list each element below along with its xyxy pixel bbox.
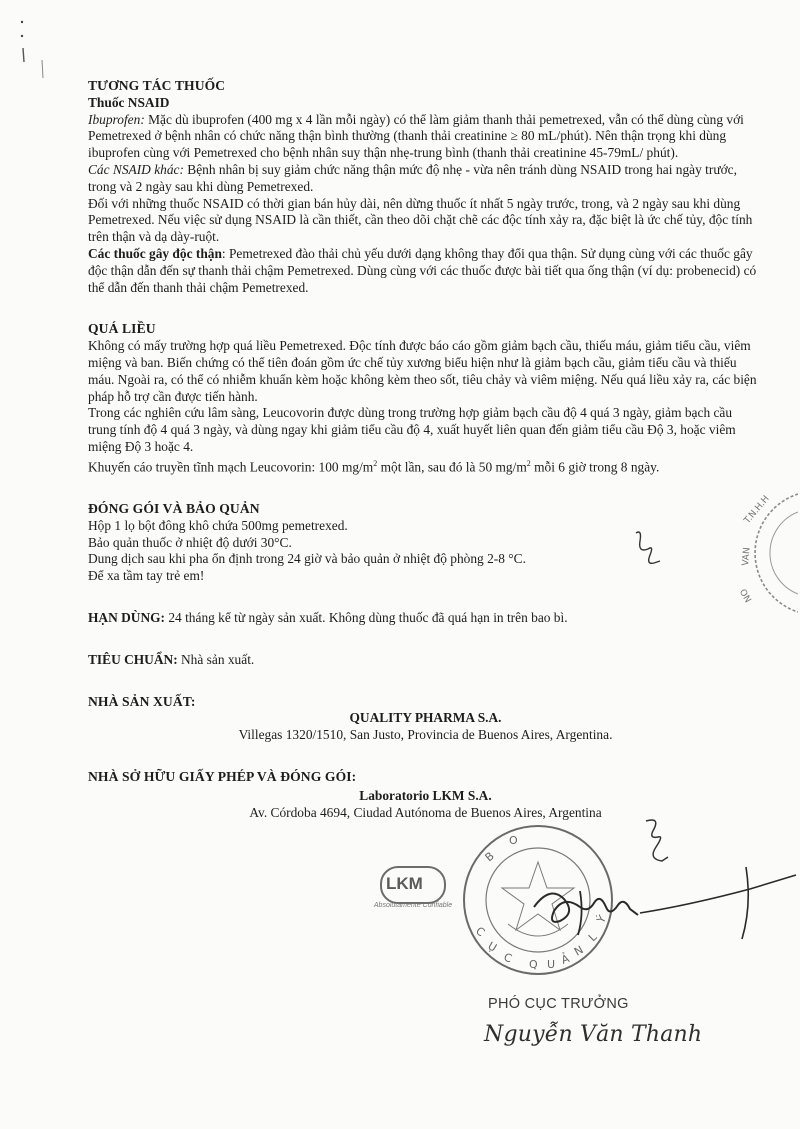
nephrotoxic-text: : Pemetrexed đào thải chủ yếu dưới dạng không thay đổi qua thận. Sử dụng cùng với các thuốc gây độc thận dẫn đến sự thanh thải chậm Pemetrexed. Dùng cùng với các thuốc được bài tiết qua ống thận (ví dụ: probenecid) có thể dẫn đến thanh thải chậm Pemetrexed. — [88, 245, 757, 295]
document-body — [88, 78, 763, 821]
svg-text:L: L — [585, 930, 600, 945]
leucovorin-dose-b: một lần, sau đó là 50 mg/m — [377, 459, 527, 475]
manufacturer-address: Villegas 1320/1510, San Justo, Provincia de Buenos Aires, Argentina. — [238, 727, 613, 743]
other-nsaid-label: Các NSAID khác: — [88, 161, 184, 177]
lkm-logo-slogan: Absolutamente Confiable — [373, 902, 453, 909]
initials-signature-1 — [630, 525, 670, 575]
packaging-line-3: Dung dịch sau khi pha ổn định trong 24 giờ và bảo quản ở nhiệt độ phòng 2-8 °C. — [88, 551, 526, 567]
ibuprofen-text: Mặc dù ibuprofen (400 mg x 4 lần mỗi ngày) có thể làm giảm thanh thải pemetrexed, vẫn có thể dùng cùng với Pemetrexed ở bệnh nhân có chức năng thận bình thường (thanh thải creatinine ≥ 80 mL/phút). Nên thận trọng khi dùng ibuprofen cùng với Pemetrexed cho bệnh nhân suy thận nhẹ-trung bình (thanh thải creatinine 45-79mL/ phút). — [88, 111, 744, 161]
shelf-life-line — [88, 610, 763, 627]
superscript-2a: 2 — [373, 458, 378, 468]
packaging-line-2: Bảo quản thuốc ở nhiệt độ dưới 30°C. — [88, 534, 292, 550]
nephrotoxic-label: Các thuốc gây độc thận — [88, 245, 222, 261]
standard-text: Nhà sản xuất. — [177, 651, 255, 667]
manufacturer-heading: NHÀ SẢN XUẤT: — [88, 693, 196, 709]
lkm-logo — [358, 860, 468, 916]
svg-text:U: U — [547, 958, 556, 971]
long-half-life-paragraph: Đối với những thuốc NSAID có thời gian bán hủy dài, nên dừng thuốc ít nhất 5 ngày trước, trong, và 2 ngày sau khi dùng Pemetrexed. Nếu việc sử dụng NSAID là cần thiết, cần theo dõi chặt chẽ các độc tính xảy ra, đặc biệt là ức chế tủy, độc tính trên thận và dạ dày-ruột. — [88, 195, 753, 245]
svg-text:O: O — [509, 834, 518, 847]
svg-text:VAN: VAN — [741, 546, 753, 567]
interactions-heading: TƯƠNG TÁC THUỐC — [88, 78, 226, 93]
packaging-line-4: Để xa tầm tay trẻ em! — [88, 568, 205, 584]
shelf-life-label: HẠN DÙNG: — [88, 609, 165, 625]
ibuprofen-paragraph — [88, 112, 763, 162]
svg-text:C: C — [473, 924, 488, 940]
other-nsaid-paragraph — [88, 162, 763, 196]
license-holder-address: Av. Córdoba 4694, Ciudad Autónoma de Buenos Aires, Argentina — [249, 804, 602, 820]
overdose-paragraph-1: Không có mấy trường hợp quá liều Pemetrexed. Độc tính được báo cáo gồm giảm bạch cầu, thiếu máu, giảm tiểu cầu, viêm miệng và ban. Biến chứng có thể tiên đoán gồm ức chế tủy xương biểu hiện như là giảm bạch cầu, giảm tiểu cầu và thiếu máu. Ngoài ra, có thể có nhiễm khuẩn kèm hoặc không kèm theo sốt, tiêu chảy và viêm miệng. Nếu quá liều xảy ra, các biện pháp hỗ trợ cần được tiến hành. — [88, 338, 757, 404]
svg-text:Ả: Ả — [559, 952, 572, 967]
other-nsaid-text: Bệnh nhân bị suy giảm chức năng thận mức độ nhẹ - vừa nên tránh dùng NSAID trong hai ngày trước, trong và 2 ngày sau khi dùng Pemetrexed. — [88, 161, 737, 194]
official-signature — [520, 855, 800, 945]
approval-title: PHÓ CỤC TRƯỞNG — [488, 996, 629, 1012]
approval-name-signature: Nguyễn Văn Thanh — [484, 1022, 703, 1047]
partial-stamp-right — [718, 488, 798, 618]
standard-label: TIÊU CHUẨN: — [88, 651, 178, 667]
svg-text:NO: NO — [739, 586, 755, 604]
license-holder-heading: NHÀ SỞ HỮU GIẤY PHÉP VÀ ĐÓNG GÓI: — [88, 768, 357, 784]
overdose-heading: QUÁ LIỀU — [88, 321, 156, 337]
license-holder-name: Laboratorio LKM S.A. — [359, 787, 492, 803]
packaging-line-1: Hộp 1 lọ bột đông khô chứa 500mg pemetrexed. — [88, 517, 348, 533]
ibuprofen-label: Ibuprofen: — [88, 111, 145, 127]
leucovorin-dose-c: mỗi 6 giờ trong 8 ngày. — [530, 459, 660, 475]
overdose-paragraph-3 — [88, 456, 763, 476]
margin-marks — [18, 20, 58, 90]
lkm-logo-text: LKM — [386, 874, 423, 893]
svg-text:T.N.H.H: T.N.H.H — [742, 494, 772, 526]
leucovorin-dose-a: Khuyến cáo truyền tĩnh mạch Leucovorin: 100 mg/m — [88, 459, 374, 475]
standard-line — [88, 652, 763, 669]
overdose-paragraph-2: Trong các nghiên cứu lâm sàng, Leucovorin được dùng trong trường hợp giảm bạch cầu độ 4 quá 3 ngày, giảm bạch cầu trung tính độ 4 quá 3 ngày, và dùng ngay khi giảm tiểu cầu độ 4, xuất huyết liên quan đến giảm tiểu cầu Độ 3, hoặc viêm miệng Độ 3 hoặc 4. — [88, 405, 736, 454]
svg-text:Ý: Ý — [594, 913, 609, 926]
nsaid-heading: Thuốc NSAID — [88, 94, 170, 110]
svg-text:B: B — [482, 849, 497, 865]
packaging-heading: ĐÓNG GÓI VÀ BẢO QUẢN — [88, 501, 260, 516]
superscript-2b: 2 — [526, 458, 531, 468]
manufacturer-name: QUALITY PHARMA S.A. — [349, 710, 502, 726]
svg-text:Ụ: Ụ — [485, 939, 499, 955]
nephrotoxic-paragraph — [88, 246, 763, 296]
svg-text:N: N — [572, 943, 586, 959]
shelf-life-text: 24 tháng kể từ ngày sản xuất. Không dùng thuốc đã quá hạn in trên bao bì. — [165, 609, 568, 625]
svg-text:C: C — [501, 950, 514, 966]
svg-text:Q: Q — [529, 958, 538, 971]
